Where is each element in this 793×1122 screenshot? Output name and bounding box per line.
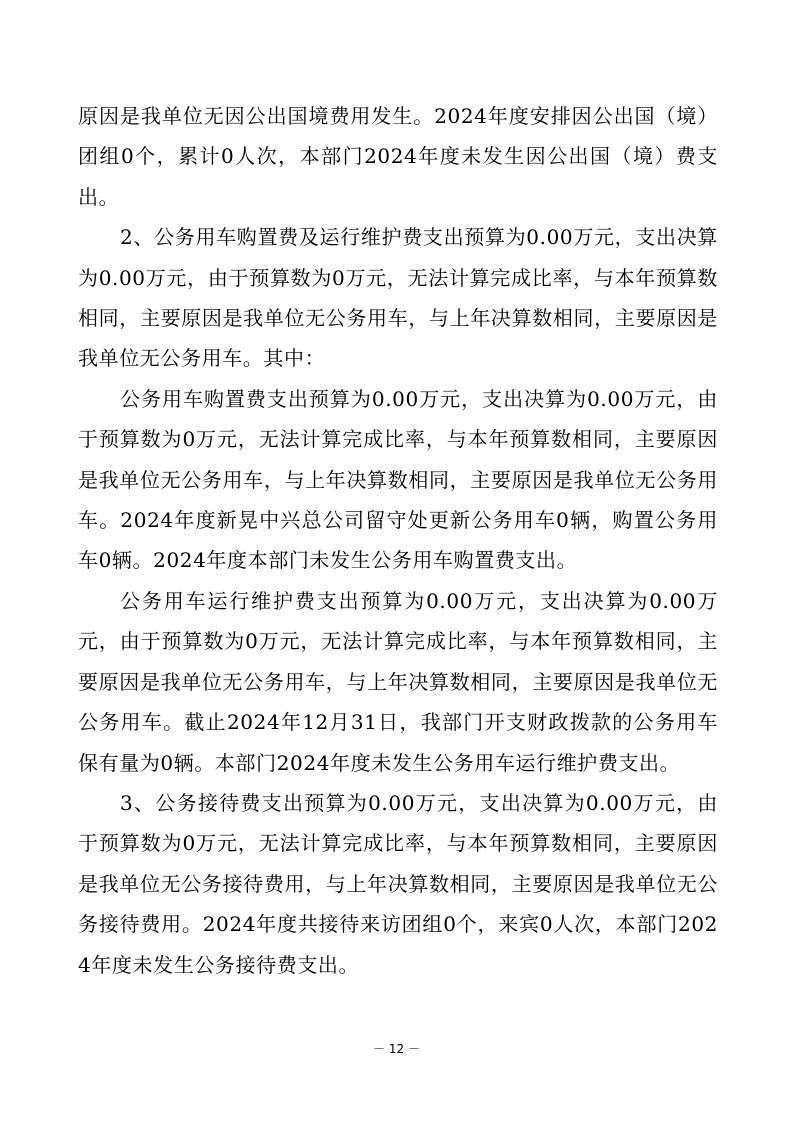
page-number: － 12 －	[373, 1042, 420, 1056]
paragraph-continuation-overseas-travel: 原因是我单位无因公出国境费用发生。2024年度安排因公出国（境）团组0个，累计0人次，本部门2024年度未发生因公出国（境）费支出。	[78, 104, 718, 209]
paragraph-vehicle-purchase: 公务用车购置费支出预算为0.00万元，支出决算为0.00万元，由于预算数为0万元，无法计算完成比率，与本年预算数相同，主要原因是我单位无公务用车，与上年决算数相同，主要原因是我单位无公务用车。2024年度新晃中兴总公司留守处更新公务用车0辆，购置公务用车0辆。2024年度本部门未发生公务用车购置费支出。	[78, 386, 718, 573]
document-body	[78, 96, 718, 985]
paragraph-vehicle-maintenance: 公务用车运行维护费支出预算为0.00万元，支出决算为0.00万元，由于预算数为0万元，无法计算完成比率，与本年预算数相同，主要原因是我单位无公务用车，与上年决算数相同，主要原因是我单位无公务用车。截止2024年12月31日，我部门开支财政拨款的公务用车保有量为0辆。本部门2024年度未发生公务用车运行维护费支出。	[78, 588, 718, 775]
paragraph-vehicle-expenses: 2、公务用车购置费及运行维护费支出预算为0.00万元，支出决算为0.00万元，由于预算数为0万元，无法计算完成比率，与本年预算数相同，主要原因是我单位无公务用车，与上年决算数相同，主要原因是我单位无公务用车。其中：	[78, 225, 718, 371]
paragraph-reception-expenses: 3、公务接待费支出预算为0.00万元，支出决算为0.00万元，由于预算数为0万元，无法计算完成比率，与本年预算数相同，主要原因是我单位无公务接待费用，与上年决算数相同，主要原因是我单位无公务接待费用。2024年度共接待来访团组0个，来宾0人次，本部门2024年度未发生公务接待费支出。	[78, 790, 718, 977]
